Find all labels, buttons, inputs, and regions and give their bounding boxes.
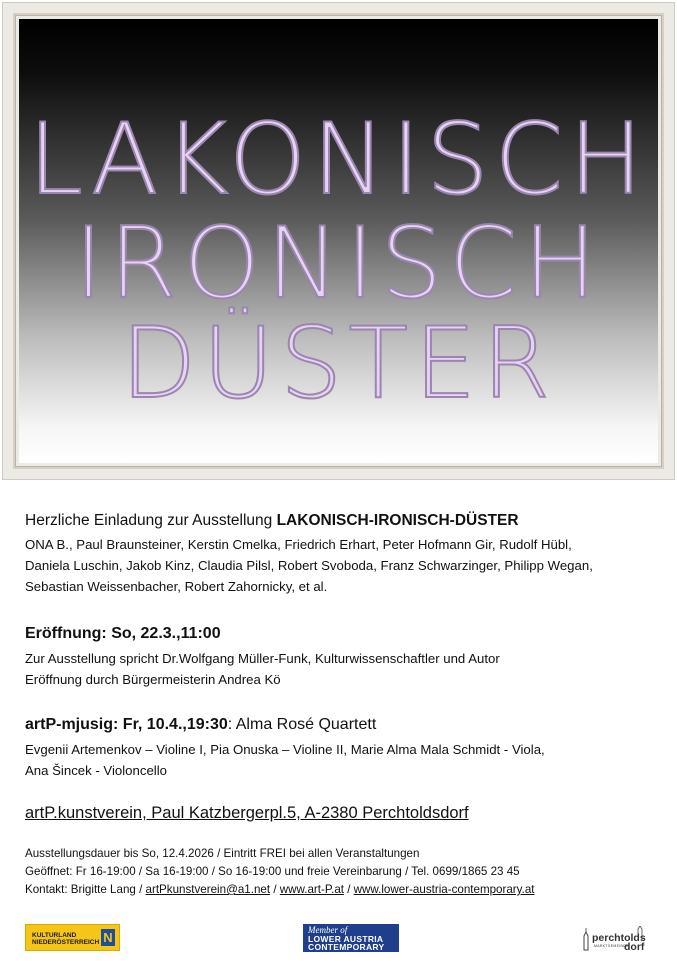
lac-text-1: LOWER AUSTRIA <box>308 934 384 944</box>
separator: / <box>270 883 280 896</box>
sponsor-logos <box>0 920 677 956</box>
opening-mayor: Eröffnung durch Bürgermeisterin Andrea Kö <box>25 672 281 687</box>
poster-artwork <box>19 19 658 463</box>
venue-address: artP.kunstverein, Paul Katzbergerpl.5, A-2380 Perchtoldsdorf <box>25 804 469 822</box>
dorf-text: dorf <box>624 941 645 953</box>
invitation-intro: Herzliche Einladung zur Ausstellung <box>25 512 277 529</box>
contact-prefix: Kontakt: Brigitte Lang / <box>25 883 146 896</box>
details-section <box>25 845 645 899</box>
website-link[interactable]: www.art-P.at <box>279 883 344 896</box>
separator: / <box>343 883 354 896</box>
artist-list <box>25 534 645 597</box>
invitation-section <box>25 511 645 597</box>
poster-frame <box>2 2 675 480</box>
concert-section <box>25 714 645 781</box>
concert-musicians-2: Ana Šincek - Violoncello <box>25 763 167 778</box>
artist-line-1: ONA B., Paul Braunsteiner, Kerstin Cmelka, Friedrich Erhart, Peter Hofmann Gir, Rudolf Hübl, <box>25 537 572 552</box>
lower-austria-contemporary-logo <box>303 924 399 952</box>
perchtolds-text: perchtolds <box>592 932 646 944</box>
opening-heading-text: Eröffnung: So, 22.3.,11:00 <box>25 625 221 642</box>
poster-inner-border <box>13 13 664 469</box>
noe-mark-icon: N <box>101 929 115 946</box>
perch-subtitle: MARKTGEMEINDE <box>594 944 629 948</box>
email-link[interactable]: artPkunstverein@a1.net <box>145 883 271 896</box>
artist-line-3: Sebastian Weissenbacher, Robert Zahornicky, et al. <box>25 579 328 594</box>
headline-line-1: LAKONISCH <box>28 103 649 217</box>
contact-line <box>25 881 645 899</box>
exhibition-title: LAKONISCH-IRONISCH-DÜSTER <box>276 512 519 529</box>
concert-heading <box>25 714 645 736</box>
lac-text-2: CONTEMPORARY <box>308 942 385 952</box>
concert-heading-bold: artP-mjusig: Fr, 10.4.,19:30 <box>25 716 228 733</box>
artist-line-2: Daniela Luschin, Jakob Kinz, Claudia Pilsl, Robert Svoboda, Franz Schwarzinger, Philipp Wegan, <box>25 558 593 573</box>
kulturland-text-2: NIEDERÖSTERREICH <box>32 939 100 946</box>
kulturland-text-1: KULTURLAND <box>32 932 77 939</box>
invitation-heading <box>25 511 645 531</box>
opening-speaker: Zur Ausstellung spricht Dr.Wolfgang Müller-Funk, Kulturwissenschaftler und Autor <box>25 651 500 666</box>
opening-section <box>25 623 645 690</box>
concert-heading-rest: : Alma Rosé Quartett <box>227 716 377 733</box>
exhibition-duration: Ausstellungsdauer bis So, 12.4.2026 / Eintritt FREI bei allen Veranstaltungen <box>25 847 420 860</box>
partner-website-link[interactable]: www.lower-austria-contemporary.at <box>353 883 535 896</box>
opening-heading <box>25 623 645 645</box>
headline-line-3: DÜSTER <box>120 307 557 421</box>
headline-line-2: IRONISCH <box>74 207 603 321</box>
opening-hours: Geöffnet: Fr 16-19:00 / Sa 16-19:00 / So 16-19:00 und freie Vereinbarung / Tel. 0699/1865 23 45 <box>25 865 520 878</box>
concert-musicians-1: Evgenii Artemenkov – Violine I, Pia Onuska – Violine II, Marie Alma Mala Schmidt - Viola, <box>25 742 545 757</box>
kulturland-logo <box>25 924 120 951</box>
perchtoldsdorf-logo <box>580 926 652 952</box>
lac-member-text: Member of <box>308 925 348 935</box>
